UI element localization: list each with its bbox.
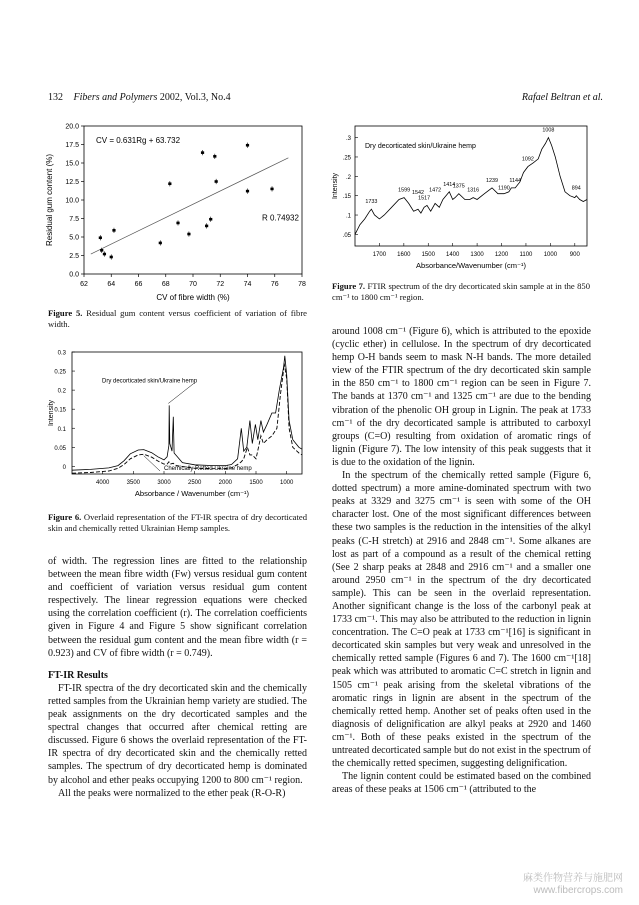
x-tick-label: 1300 [470, 252, 484, 258]
x-tick-label: 1200 [494, 252, 509, 258]
figure-6-caption-label: Figure 6. [48, 512, 82, 522]
y-tick-label: 0.25 [54, 369, 66, 376]
x-tick-label: 1600 [397, 252, 411, 258]
x-axis-label: CV of fibre width (%) [156, 293, 230, 302]
peak-label: 1517 [418, 195, 431, 202]
figure-6-caption [48, 512, 307, 534]
peak-label: 1599 [398, 187, 411, 194]
x-tick-label: 74 [243, 281, 252, 288]
y-tick-label: .2 [345, 174, 351, 181]
watermark [523, 873, 623, 897]
x-tick-label: 62 [80, 281, 88, 288]
peak-label: 1733 [365, 199, 378, 206]
data-point [205, 225, 208, 228]
y-tick-label: 10.0 [65, 197, 79, 205]
x-tick-label: 1000 [279, 480, 294, 486]
y-tick-label: 5.0 [69, 234, 79, 242]
y-tick-label: 0.1 [57, 426, 66, 433]
figure-6-caption-text: Overlaid representation of the FT-IR spectra of dry decorticated skin and chemically retted Ukrainian Hemp samples. [48, 512, 307, 533]
peak-label: 894 [571, 185, 581, 192]
figure-5-scatter-chart [40, 120, 310, 305]
data-point [187, 233, 190, 236]
x-axis-label: Absorbance / Wavenumber (cm⁻¹) [134, 489, 250, 498]
x-tick-label: 1100 [519, 252, 533, 258]
peak-label: 1144 [509, 177, 521, 184]
figure-7-caption-text: FTIR spectrum of the dry decorticated skin sample at in the 850 cm⁻¹ to 1800 cm⁻¹ region. [332, 281, 590, 302]
figure-5-caption-label: Figure 5. [48, 308, 83, 318]
x-tick-label: 70 [189, 281, 197, 288]
running-header [48, 92, 231, 103]
section-heading: FT-IR Results [48, 669, 108, 681]
figure-5-caption [48, 308, 307, 330]
y-tick-label: 0.2 [57, 388, 66, 395]
paragraph: around 1008 cm⁻¹ (Figure 6), which is attributed to the epoxide (cyclic ether) in cellulose. In the spectrum of dry decorticated hemp O-H bands seem to mask N-H bands. The more detailed view of the FTIR spectrum of the dry decorticated skin sample in the 850 cm⁻¹ to 1800 cm⁻¹ region can be seen in Figure 7. The bands at 1370 cm⁻¹ and 1325 cm⁻¹ are due to the bending vibration of the phenolic OH group in Lignin. The peak at 1733 cm⁻¹ of the dry decorticated sample is attributed to carboxyl groups (C=O) resulting from oxidation of aromatic rings of lignin (Figure 7). The low intensity of this peak suggests that it is due to the oxidation of the lignin. [332, 326, 591, 468]
watermark-site-name: 麻类作物营养与施肥网 [523, 873, 623, 884]
data-point [215, 180, 218, 183]
peak-label: 1316 [467, 187, 480, 194]
x-tick-label: 4000 [95, 480, 110, 486]
peak-label: 1542 [412, 190, 425, 197]
x-tick-label: 64 [107, 281, 116, 288]
data-point [159, 242, 162, 245]
plot-frame [84, 126, 302, 274]
y-tick-label: 20.0 [65, 123, 79, 131]
y-axis-label: Residual gum content (%) [45, 153, 54, 247]
y-tick-label: 12.5 [65, 179, 79, 186]
series-line-1 [72, 356, 302, 473]
y-tick-label: 0.05 [54, 445, 66, 452]
peak-label: 1190 [498, 185, 510, 192]
x-tick-label: 3500 [126, 480, 141, 486]
x-tick-label: 1400 [446, 252, 460, 258]
y-tick-label: 0.0 [69, 271, 79, 279]
y-tick-label: 2.5 [69, 253, 79, 260]
y-tick-label: .15 [342, 194, 351, 201]
y-tick-label: 0.3 [57, 350, 66, 357]
data-point [99, 236, 102, 239]
x-tick-label: 68 [161, 281, 170, 288]
data-point [176, 222, 179, 225]
y-tick-label: .25 [342, 155, 351, 162]
data-point [246, 144, 249, 147]
author-header: Rafael Beltran et al. [521, 92, 603, 103]
x-tick-label: 72 [216, 281, 225, 288]
data-point [100, 249, 103, 252]
y-tick-label: 0.15 [54, 407, 66, 414]
watermark-url: www.fibercrops.com [533, 885, 623, 896]
y-tick-label: 0 [62, 464, 66, 471]
data-point [112, 229, 115, 232]
x-tick-label: 78 [298, 281, 306, 288]
peak-label: 1008 [542, 127, 555, 134]
figure-7-ftir-chart [325, 122, 595, 280]
series-label: Dry decorticated skin/Ukraine hemp [365, 143, 476, 150]
paragraph: FT-IR spectra of the dry decorticated skin and the chemically retted samples from the Ukrainian hemp variety are studied. The peak assignments on the dry decorticated samples and the spectral changes that occurred after chemical retting are discussed. Figure 6 shows the overlaid representation of the FT-IR spectra of dry decorticated skin and the chemically retted samples. The spectrum of dry decorticated hemp is dominated by alcohol and ether peaks occupying 1200 to 800 cm⁻¹ region. [48, 682, 307, 786]
y-tick-label: 7.5 [69, 216, 79, 223]
data-point [110, 256, 113, 259]
legend-label-dry: Dry decorticated skin/Ukraine hemp [102, 378, 198, 385]
legend-label-retted: Chemically Retted Ukraine hemp [164, 466, 252, 473]
y-tick-label: .1 [345, 213, 351, 220]
x-tick-label: 1500 [421, 252, 435, 258]
x-tick-label: 2500 [187, 480, 202, 486]
y-axis-label: Intensity [332, 172, 339, 200]
x-tick-label: 1700 [372, 252, 387, 258]
correlation-label: R 0.74932 [262, 213, 299, 223]
regression-line [91, 158, 289, 254]
paragraph: In the spectrum of the chemically retted sample (Figure 6, dotted spectrum) a more amine-dominated spectrum with two peaks at 3329 and 3275 cm⁻¹ is seen with some of the OH character lost. One of the most significant differences between these two samples is the reduction in the intensities of the alkyl peaks (C-H stretch) at 2916 and 2848 cm⁻¹. Some alkanes are lost as part of a compound as a result of the chemical retting (See 2 sharp peaks at 2848 and 2916 cm⁻¹ and a smaller one around 2950 cm⁻¹ in the spectrum of the dry decorticated sample). This can be seen in the overlaid representation. Another significant change is the loss of the carbonyl peak at 1733 cm⁻¹. This may also be attributed to the reduction in lignin concentration. The C=O peak at 1733 cm⁻¹[16] is significant in decorticated skin samples but very weak and unresolved in the chemically retted sample (Figures 6 and 7). The 1600 cm⁻¹[18] peak which was attributed to aromatic C=C stretch in lignin and 1505 cm⁻¹ peak arising from the skeletal vibrations of the aromatic rings in lignin are absent in the spectrum of the chemically retted hemp. Another set of peaks often used in the diagnosis of delignification are alkyl peaks at 2920 and 1460 cm⁻¹. Both of these peaks existed in the spectrum of the untreated decorticated sample but do not exist in the spectrum of the chemically retted specimen, suggesting delignification. [332, 470, 591, 770]
peak-label: 1472 [429, 187, 442, 194]
data-point [270, 188, 273, 191]
data-point [213, 155, 216, 158]
regression-equation: CV = 0.631Rg + 63.732 [96, 136, 181, 145]
x-tick-label: 2000 [218, 480, 233, 486]
x-axis-label: Absorbance/Wavenumber (cm⁻¹) [416, 261, 526, 270]
x-tick-label: 900 [569, 252, 580, 258]
page-number: 132 [48, 92, 63, 103]
peak-label: 1375 [452, 183, 465, 190]
x-tick-label: 1500 [249, 480, 263, 486]
right-column-text [332, 325, 591, 796]
x-tick-label: 76 [270, 281, 279, 288]
journal-issue: 2002, Vol.3, No.4 [159, 92, 231, 103]
plot-frame [72, 352, 302, 474]
peak-label: 1092 [521, 156, 534, 163]
figure-7-caption-label: Figure 7. [332, 281, 366, 291]
figure-5-caption-text: Residual gum content versus coefficient of variation of fibre width. [48, 308, 307, 329]
y-tick-label: .05 [342, 232, 351, 239]
data-point [168, 182, 171, 185]
y-tick-label: 17.5 [65, 142, 79, 149]
x-tick-label: 1000 [543, 252, 558, 258]
data-point [103, 253, 106, 256]
x-tick-label: 3000 [157, 480, 171, 486]
x-tick-label: 66 [134, 281, 143, 288]
paragraph: All the peaks were normalized to the ether peak (R-O-R) [58, 787, 286, 799]
data-point [246, 190, 249, 193]
left-column-text [48, 555, 307, 800]
paragraph: of width. The regression lines are fitted to the relationship between the mean fibre width (Fw) versus residual gum content and coefficient of variation versus residual gum content respectively. The linear regression equations were checked using the correlation coefficient (r). The correlation coefficients given in Figure 4 and Figure 5 show significant correlation between the residual gum content and the mean fibre width (r = 0.923) and CV of fibre width (r = 0.749). [48, 556, 307, 659]
legend-leader-dry [168, 383, 194, 403]
figure-7-caption [332, 281, 590, 303]
peak-label: 1414 [443, 181, 456, 188]
data-point [201, 151, 204, 154]
legend-leader-retted [144, 456, 160, 471]
peak-label: 1239 [486, 177, 499, 184]
data-point [209, 218, 212, 221]
paragraph: The lignin content could be estimated based on the combined areas of these peaks at 1506 cm⁻¹ (attributed to the [332, 771, 591, 796]
figure-6-ftir-overlay-chart [40, 348, 310, 508]
y-tick-label: 15.0 [65, 160, 79, 168]
y-tick-label: .3 [345, 136, 351, 143]
y-axis-label: Intensity [48, 399, 55, 427]
journal-name: Fibers and Polymers [73, 92, 158, 103]
spectrum-line [355, 138, 587, 235]
